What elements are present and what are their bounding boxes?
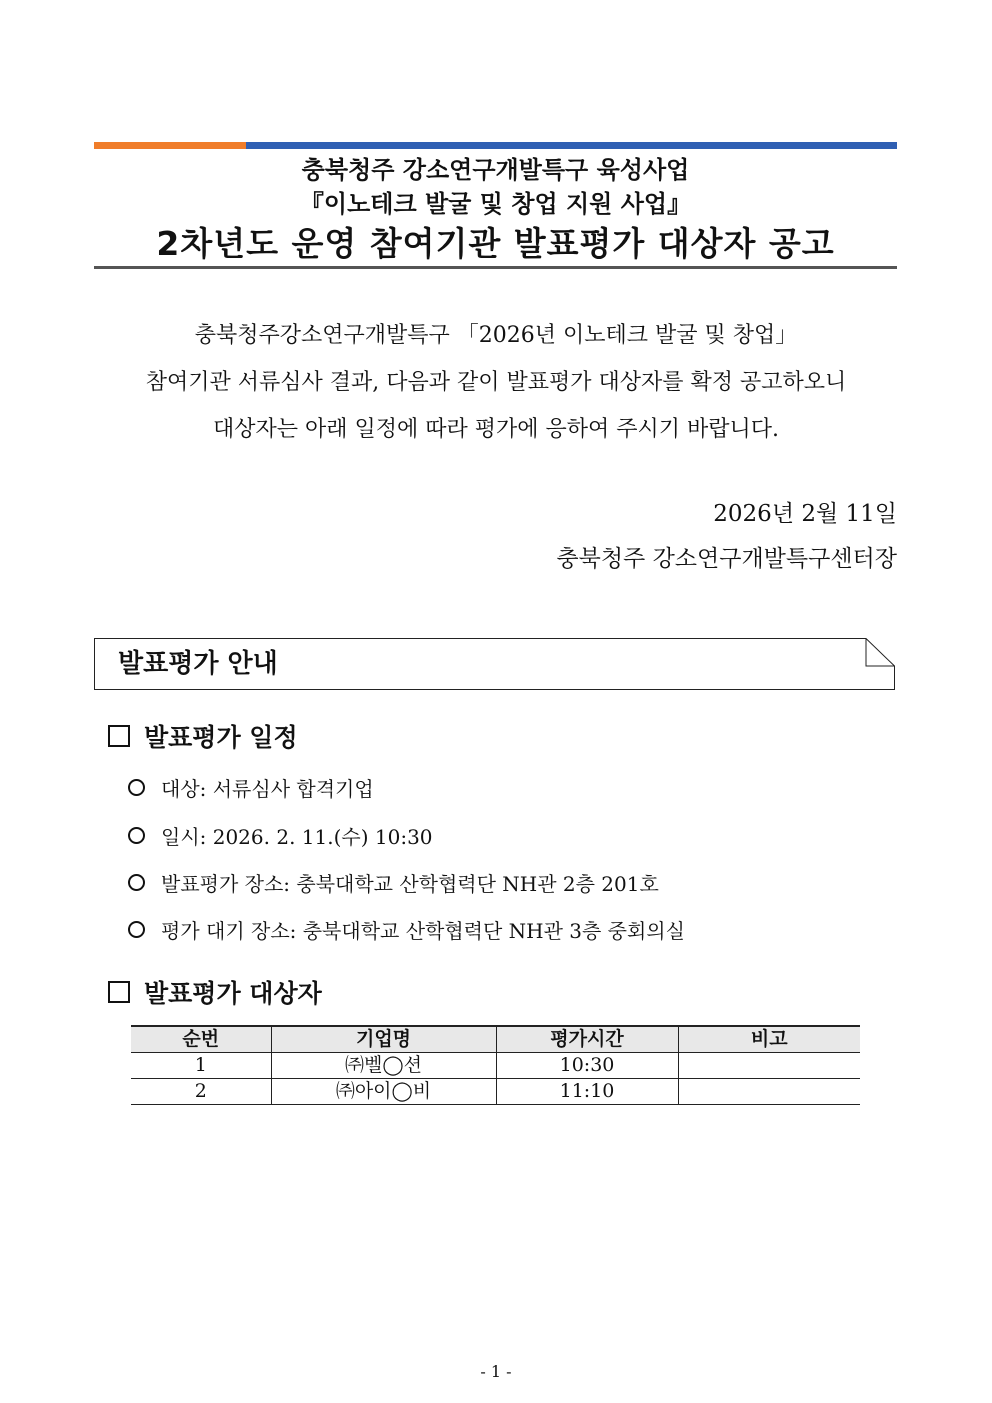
title-line-2: 『이노테크 발굴 및 창업 지원 사업』 [299,190,692,218]
intro-line-2: 참여기관 서류심사 결과, 다음과 같이 발표평가 대상자를 확정 공고하오니 [145,370,847,395]
section-header-box [94,638,895,690]
intro-line-3: 대상자는 아래 일정에 따라 평가에 응하여 주시기 바랍니다. [213,417,779,442]
schedule-item-datetime: 일시: 2026. 2. 11.(수) 10:30 [161,825,433,849]
circle-bullet-icon [128,779,145,796]
column-header-company: 기업명 [271,1026,496,1053]
title-divider [94,266,897,269]
list-item [128,916,685,946]
list-item [128,869,659,899]
targets-heading [108,976,322,1012]
cell-company: ㈜벨◯션 [271,1053,496,1079]
intro-paragraph [60,312,932,453]
title-accent-bar [94,142,897,149]
section-title: 발표평가 안내 [118,649,278,679]
title-line-3: 2차년도 운영 참여기관 발표평가 대상자 공고 [156,224,835,263]
cell-time: 11:10 [496,1079,678,1105]
circle-bullet-icon [128,874,145,891]
square-bullet-icon [108,981,130,1003]
cell-order: 1 [131,1053,271,1079]
square-bullet-icon [108,725,130,747]
document-title [94,153,897,267]
table-row [131,1053,860,1079]
table-header-row [131,1026,860,1053]
list-item [128,774,374,804]
schedule-item-venue: 발표평가 장소: 충북대학교 산학협력단 NH관 2층 201호 [161,872,659,896]
targets-table [131,1025,860,1105]
circle-bullet-icon [128,921,145,938]
accent-bar-orange [94,142,246,149]
intro-line-1: 충북청주강소연구개발특구 「2026년 이노테크 발굴 및 창업」 [194,323,798,348]
cell-time: 10:30 [496,1053,678,1079]
schedule-item-waiting-room: 평가 대기 장소: 충북대학교 산학협력단 NH관 3층 중회의실 [161,919,685,943]
table-row [131,1079,860,1105]
cell-order: 2 [131,1079,271,1105]
title-line-1: 충북청주 강소연구개발특구 육성사업 [301,156,690,184]
announcement-date: 2026년 2월 11일 [713,501,897,527]
list-item [128,822,433,852]
cell-remarks [678,1053,860,1079]
schedule-heading [108,720,298,756]
schedule-heading-text: 발표평가 일정 [144,723,298,752]
circle-bullet-icon [128,827,145,844]
accent-bar-blue [246,142,897,149]
column-header-remarks: 비고 [678,1026,860,1053]
cell-company: ㈜아이◯비 [271,1079,496,1105]
targets-heading-text: 발표평가 대상자 [144,979,322,1008]
column-header-order: 순번 [131,1026,271,1053]
issuing-organization: 충북청주 강소연구개발특구센터장 [556,546,897,572]
cell-remarks [678,1079,860,1105]
schedule-item-target: 대상: 서류심사 합격기업 [161,777,374,801]
page-number: - 1 - [480,1362,512,1381]
column-header-time: 평가시간 [496,1026,678,1053]
